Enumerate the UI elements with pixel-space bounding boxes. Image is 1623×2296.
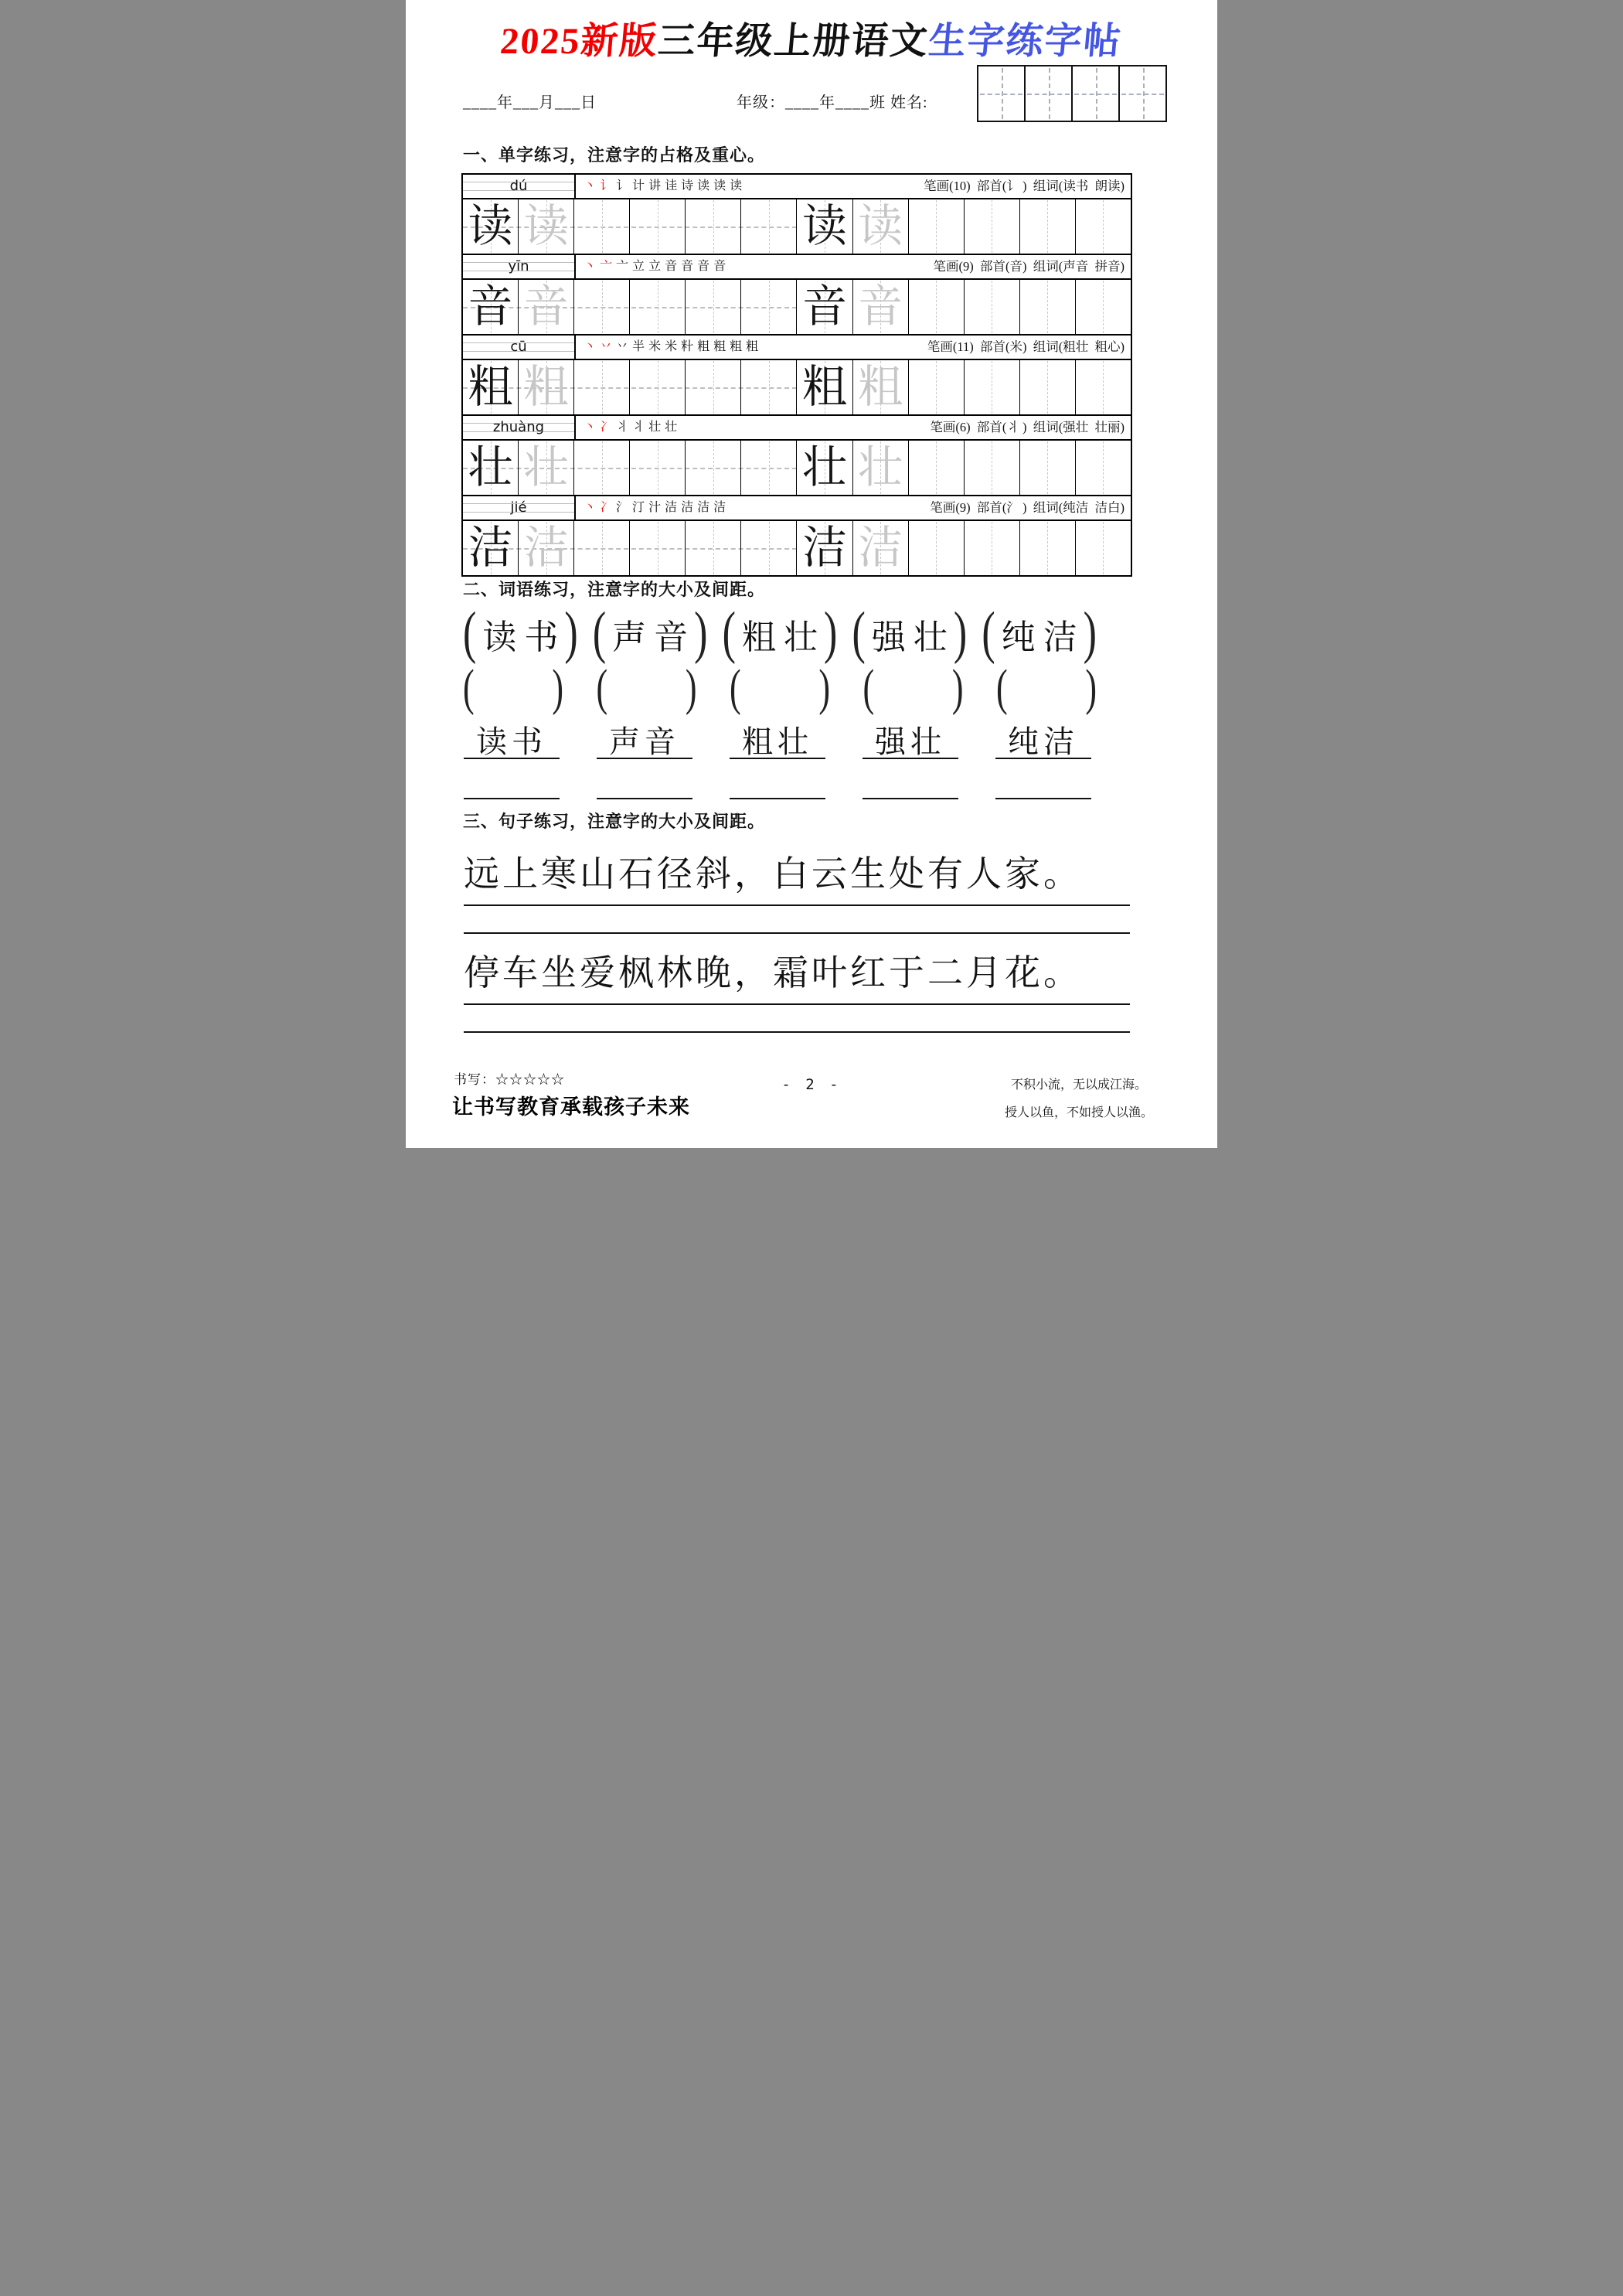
practice-cell xyxy=(964,280,1019,334)
open-paren: ( xyxy=(463,659,475,716)
stroke-step: 洁 xyxy=(697,501,710,514)
stroke-step: 亠 xyxy=(616,260,629,273)
empty-word-line xyxy=(464,782,560,799)
stroke-step: 壮 xyxy=(648,421,662,434)
practice-row xyxy=(463,199,1131,254)
practice-cell xyxy=(1019,280,1075,334)
stroke-step: 丷 xyxy=(600,340,613,353)
open-paren: ( xyxy=(982,601,995,666)
underlined-word: 粗壮 xyxy=(730,717,825,759)
close-paren: ) xyxy=(685,659,697,716)
open-paren: ( xyxy=(996,659,1008,716)
character-info-row xyxy=(463,496,1131,521)
footer-slogan: 让书写教育承载孩子未来 xyxy=(452,1095,690,1119)
trace-character: 洁 xyxy=(858,523,903,573)
character-meta: 笔画(11) 部首(米) 组词(粗壮 粗心) xyxy=(927,339,1125,354)
practice-cell xyxy=(685,521,740,575)
character-info-row xyxy=(463,175,1131,199)
model-character: 壮 xyxy=(802,442,848,492)
stroke-step: 音 xyxy=(665,260,678,273)
close-paren: ) xyxy=(694,601,708,666)
practice-cell xyxy=(573,521,629,575)
practice-cell xyxy=(852,199,908,254)
practice-cell xyxy=(1019,521,1075,575)
close-paren: ) xyxy=(564,601,578,666)
empty-paren-group xyxy=(996,659,1097,716)
underlined-word-row xyxy=(464,717,1091,759)
practice-cell xyxy=(463,280,518,334)
close-paren: ) xyxy=(818,659,830,716)
grade-class-name-line: 年级：____年____班 姓名: xyxy=(737,94,928,111)
model-character: 音 xyxy=(802,281,848,332)
model-character: 音 xyxy=(468,281,513,332)
character-info-row xyxy=(463,255,1131,280)
practice-cell xyxy=(518,521,573,575)
practice-cell xyxy=(463,441,518,495)
open-paren: ( xyxy=(852,601,866,666)
practice-cell xyxy=(852,360,908,414)
worksheet-page xyxy=(406,0,1217,1148)
underlined-word: 纯洁 xyxy=(995,717,1091,759)
pinyin-cell xyxy=(463,336,576,359)
character-meta: 笔画(9) 部首(氵 ) 组词(纯洁 洁白) xyxy=(930,499,1125,515)
empty-paren-group xyxy=(730,659,830,716)
stroke-step: 丬 xyxy=(632,421,645,434)
stroke-step: 洁 xyxy=(681,501,694,514)
model-character: 粗 xyxy=(802,362,848,412)
stroke-step: 洁 xyxy=(713,501,726,514)
model-character: 洁 xyxy=(802,523,848,573)
practice-cell xyxy=(1075,360,1131,414)
page-number: - 2 - xyxy=(781,1076,842,1093)
underlined-word: 声音 xyxy=(597,717,692,759)
word-group xyxy=(852,601,968,666)
practice-cell xyxy=(1075,280,1131,334)
stroke-step: 粗 xyxy=(697,340,710,353)
practice-cell xyxy=(908,199,964,254)
stroke-step: 计 xyxy=(632,179,645,192)
character-meta: 笔画(10) 部首(讠 ) 组词(读书 朗读) xyxy=(924,178,1125,193)
stroke-meta-cell xyxy=(576,336,1131,359)
empty-word-line-row xyxy=(464,782,1091,799)
stroke-order-sequence xyxy=(584,502,930,514)
practice-cell xyxy=(908,441,964,495)
practice-cell xyxy=(629,521,685,575)
practice-cell xyxy=(463,521,518,575)
practice-cell xyxy=(740,521,796,575)
pinyin: jié xyxy=(510,499,527,516)
character-block xyxy=(463,496,1131,575)
practice-cell xyxy=(1019,441,1075,495)
stroke-step: 读 xyxy=(730,179,743,192)
practice-cell xyxy=(629,441,685,495)
stroke-order-sequence xyxy=(584,421,930,434)
name-grid-box xyxy=(1118,66,1165,121)
stroke-step: 粗 xyxy=(730,340,743,353)
date-blank-line: ____年___月___日 xyxy=(463,94,597,111)
stroke-step: 音 xyxy=(697,260,710,273)
practice-cell xyxy=(964,199,1019,254)
practice-cell xyxy=(796,521,852,575)
character-block xyxy=(463,416,1131,496)
stroke-step: 丶 xyxy=(584,421,597,434)
model-sentence-2: 停车坐爱枫林晚，霜叶红于二月花。 xyxy=(464,945,1130,1005)
model-character: 读 xyxy=(802,201,848,251)
practice-cell xyxy=(1019,360,1075,414)
practice-cell xyxy=(740,441,796,495)
practice-cell xyxy=(796,360,852,414)
practice-cell xyxy=(796,441,852,495)
stroke-order-sequence xyxy=(584,180,924,192)
stroke-step: 粗 xyxy=(746,340,759,353)
trace-character: 粗 xyxy=(858,362,903,412)
character-practice-table xyxy=(461,173,1132,577)
trace-character: 粗 xyxy=(523,362,569,412)
practice-cell xyxy=(964,360,1019,414)
stroke-step: 音 xyxy=(713,260,726,273)
stroke-step: 米 xyxy=(665,340,678,353)
practice-cell xyxy=(518,441,573,495)
pinyin-cell xyxy=(463,175,576,198)
practice-cell xyxy=(1075,441,1131,495)
close-paren: ) xyxy=(951,659,964,716)
stroke-step: 壮 xyxy=(665,421,678,434)
practice-cell xyxy=(518,280,573,334)
empty-paren-group xyxy=(596,659,697,716)
empty-word-line xyxy=(597,782,692,799)
page-footer xyxy=(452,1067,1171,1121)
model-character: 粗 xyxy=(468,362,513,412)
word-paren-row xyxy=(463,601,1097,666)
practice-cell xyxy=(573,360,629,414)
stroke-step: 汀 xyxy=(632,501,645,514)
practice-cell xyxy=(964,521,1019,575)
trace-character: 读 xyxy=(858,201,903,251)
title-copybook-part: 生字练字帖 xyxy=(927,21,1124,62)
stroke-order-sequence xyxy=(584,261,934,273)
stroke-step: 亠 xyxy=(600,260,613,273)
character-meta: 笔画(6) 部首(丬 ) 组词(强壮 壮丽) xyxy=(930,419,1125,434)
footer-quotes xyxy=(990,1075,1168,1120)
empty-word-line xyxy=(995,782,1091,799)
word: 读书 xyxy=(482,618,567,656)
footer-quote-1: 不积小流，无以成江海。 xyxy=(1010,1078,1147,1092)
stroke-meta-cell xyxy=(576,255,1131,278)
name-grid-box xyxy=(978,66,1024,121)
practice-cell xyxy=(518,199,573,254)
practice-row xyxy=(463,280,1131,334)
close-paren: ) xyxy=(1085,659,1097,716)
pinyin: yīn xyxy=(508,258,529,274)
pinyin: zhuàng xyxy=(492,419,545,435)
trace-character: 壮 xyxy=(523,442,569,492)
pinyin-cell xyxy=(463,255,576,278)
stroke-step: 诖 xyxy=(665,179,678,192)
stroke-step: 丶 xyxy=(584,260,597,273)
practice-cell xyxy=(573,441,629,495)
practice-cell xyxy=(1075,521,1131,575)
stroke-step: 丶 xyxy=(584,501,597,514)
practice-cell xyxy=(573,280,629,334)
character-block xyxy=(463,336,1131,416)
stroke-step: 汁 xyxy=(648,501,662,514)
practice-cell xyxy=(463,360,518,414)
practice-cell xyxy=(1075,199,1131,254)
stroke-step: 氵 xyxy=(616,501,629,514)
close-paren: ) xyxy=(552,659,563,716)
practice-row xyxy=(463,441,1131,495)
stroke-step: 诗 xyxy=(681,179,694,192)
model-character: 读 xyxy=(468,201,513,251)
section-1-heading: 一、单字练习，注意字的占格及重心。 xyxy=(463,145,766,165)
stroke-step: 半 xyxy=(632,340,645,353)
stroke-step: 读 xyxy=(697,179,710,192)
practice-cell xyxy=(573,199,629,254)
word: 纯洁 xyxy=(1001,618,1085,656)
pinyin: cū xyxy=(510,339,527,355)
stroke-step: 音 xyxy=(681,260,694,273)
writing-rating-stars: 书写：☆☆☆☆☆ xyxy=(454,1072,565,1087)
model-character: 壮 xyxy=(468,442,513,492)
trace-character: 洁 xyxy=(523,523,569,573)
stroke-step: 丶 xyxy=(584,179,597,192)
practice-row xyxy=(463,360,1131,414)
open-paren: ( xyxy=(863,659,875,716)
stroke-step: 冫 xyxy=(600,501,613,514)
word-group xyxy=(592,601,708,666)
empty-word-line xyxy=(863,782,958,799)
practice-cell xyxy=(629,199,685,254)
stroke-step: 丬 xyxy=(616,421,629,434)
model-sentence-1: 远上寒山石径斜，白云生处有人家。 xyxy=(464,846,1130,906)
practice-cell xyxy=(908,521,964,575)
close-paren: ) xyxy=(823,601,838,666)
stroke-step: 讠 xyxy=(600,179,613,192)
name-grid-box xyxy=(1071,66,1118,121)
practice-cell xyxy=(463,199,518,254)
close-paren: ) xyxy=(953,601,968,666)
stroke-order-sequence xyxy=(584,341,927,353)
model-character: 洁 xyxy=(468,523,513,573)
practice-cell xyxy=(852,521,908,575)
practice-cell xyxy=(685,441,740,495)
stroke-step: 读 xyxy=(713,179,726,192)
section-2-heading: 二、词语练习，注意字的大小及间距。 xyxy=(463,580,766,599)
practice-cell xyxy=(629,280,685,334)
stroke-step: 立 xyxy=(632,260,645,273)
empty-paren-group xyxy=(463,659,563,716)
practice-cell xyxy=(908,360,964,414)
practice-row xyxy=(463,521,1131,575)
close-paren: ) xyxy=(1083,601,1097,666)
empty-paren-group xyxy=(863,659,964,716)
page-title xyxy=(406,11,1217,64)
stroke-meta-cell xyxy=(576,496,1131,519)
underlined-word: 读书 xyxy=(464,717,560,759)
character-info-row xyxy=(463,416,1131,441)
stroke-meta-cell xyxy=(576,416,1131,439)
open-paren: ( xyxy=(730,659,741,716)
title-year-part: 2025新版 xyxy=(498,21,660,62)
empty-sentence-line xyxy=(464,1031,1130,1033)
practice-cell xyxy=(740,280,796,334)
practice-cell xyxy=(1019,199,1075,254)
open-paren: ( xyxy=(463,601,477,666)
pinyin-cell xyxy=(463,496,576,519)
stroke-step: 籵 xyxy=(681,340,694,353)
character-block xyxy=(463,255,1131,336)
word: 粗壮 xyxy=(741,618,825,656)
footer-quote-2: 授人以鱼，不如授人以渔。 xyxy=(1004,1106,1153,1119)
practice-cell xyxy=(740,199,796,254)
character-meta: 笔画(9) 部首(音) 组词(声音 拼音) xyxy=(933,258,1125,274)
pinyin: dú xyxy=(509,178,528,194)
underlined-word: 强壮 xyxy=(863,717,958,759)
practice-cell xyxy=(685,280,740,334)
stroke-meta-cell xyxy=(576,175,1131,198)
practice-cell xyxy=(796,280,852,334)
stroke-step: 洁 xyxy=(665,501,678,514)
stroke-step: 冫 xyxy=(600,421,613,434)
name-grid-box xyxy=(1024,66,1071,121)
practice-cell xyxy=(908,280,964,334)
stroke-step: 粗 xyxy=(713,340,726,353)
stroke-step: 丶 xyxy=(584,340,597,353)
trace-character: 壮 xyxy=(858,442,903,492)
trace-character: 音 xyxy=(523,281,569,332)
practice-cell xyxy=(852,280,908,334)
character-info-row xyxy=(463,336,1131,360)
word-group xyxy=(722,601,838,666)
word-group xyxy=(982,601,1097,666)
stroke-step: 立 xyxy=(648,260,662,273)
open-paren: ( xyxy=(722,601,736,666)
trace-character: 读 xyxy=(523,201,569,251)
stroke-step: 丷 xyxy=(616,340,629,353)
stroke-step: 讲 xyxy=(648,179,662,192)
word: 声音 xyxy=(612,618,696,656)
stroke-step: 米 xyxy=(648,340,662,353)
practice-cell xyxy=(740,360,796,414)
character-block xyxy=(463,175,1131,255)
name-writing-grid xyxy=(977,65,1167,122)
practice-cell xyxy=(964,441,1019,495)
trace-character: 音 xyxy=(858,281,903,332)
practice-cell xyxy=(685,360,740,414)
pinyin-cell xyxy=(463,416,576,439)
stroke-step: 讠 xyxy=(616,179,629,192)
title-grade-part: 三年级上册语文 xyxy=(656,21,931,62)
practice-cell xyxy=(518,360,573,414)
empty-sentence-line xyxy=(464,932,1130,934)
word-group xyxy=(463,601,578,666)
practice-cell xyxy=(796,199,852,254)
open-paren: ( xyxy=(592,601,607,666)
empty-word-line xyxy=(730,782,825,799)
word: 强壮 xyxy=(871,618,955,656)
practice-cell xyxy=(685,199,740,254)
open-paren: ( xyxy=(596,659,608,716)
empty-paren-row xyxy=(463,659,1097,716)
section-3-heading: 三、句子练习，注意字的大小及间距。 xyxy=(463,812,766,831)
practice-cell xyxy=(629,360,685,414)
practice-cell xyxy=(852,441,908,495)
